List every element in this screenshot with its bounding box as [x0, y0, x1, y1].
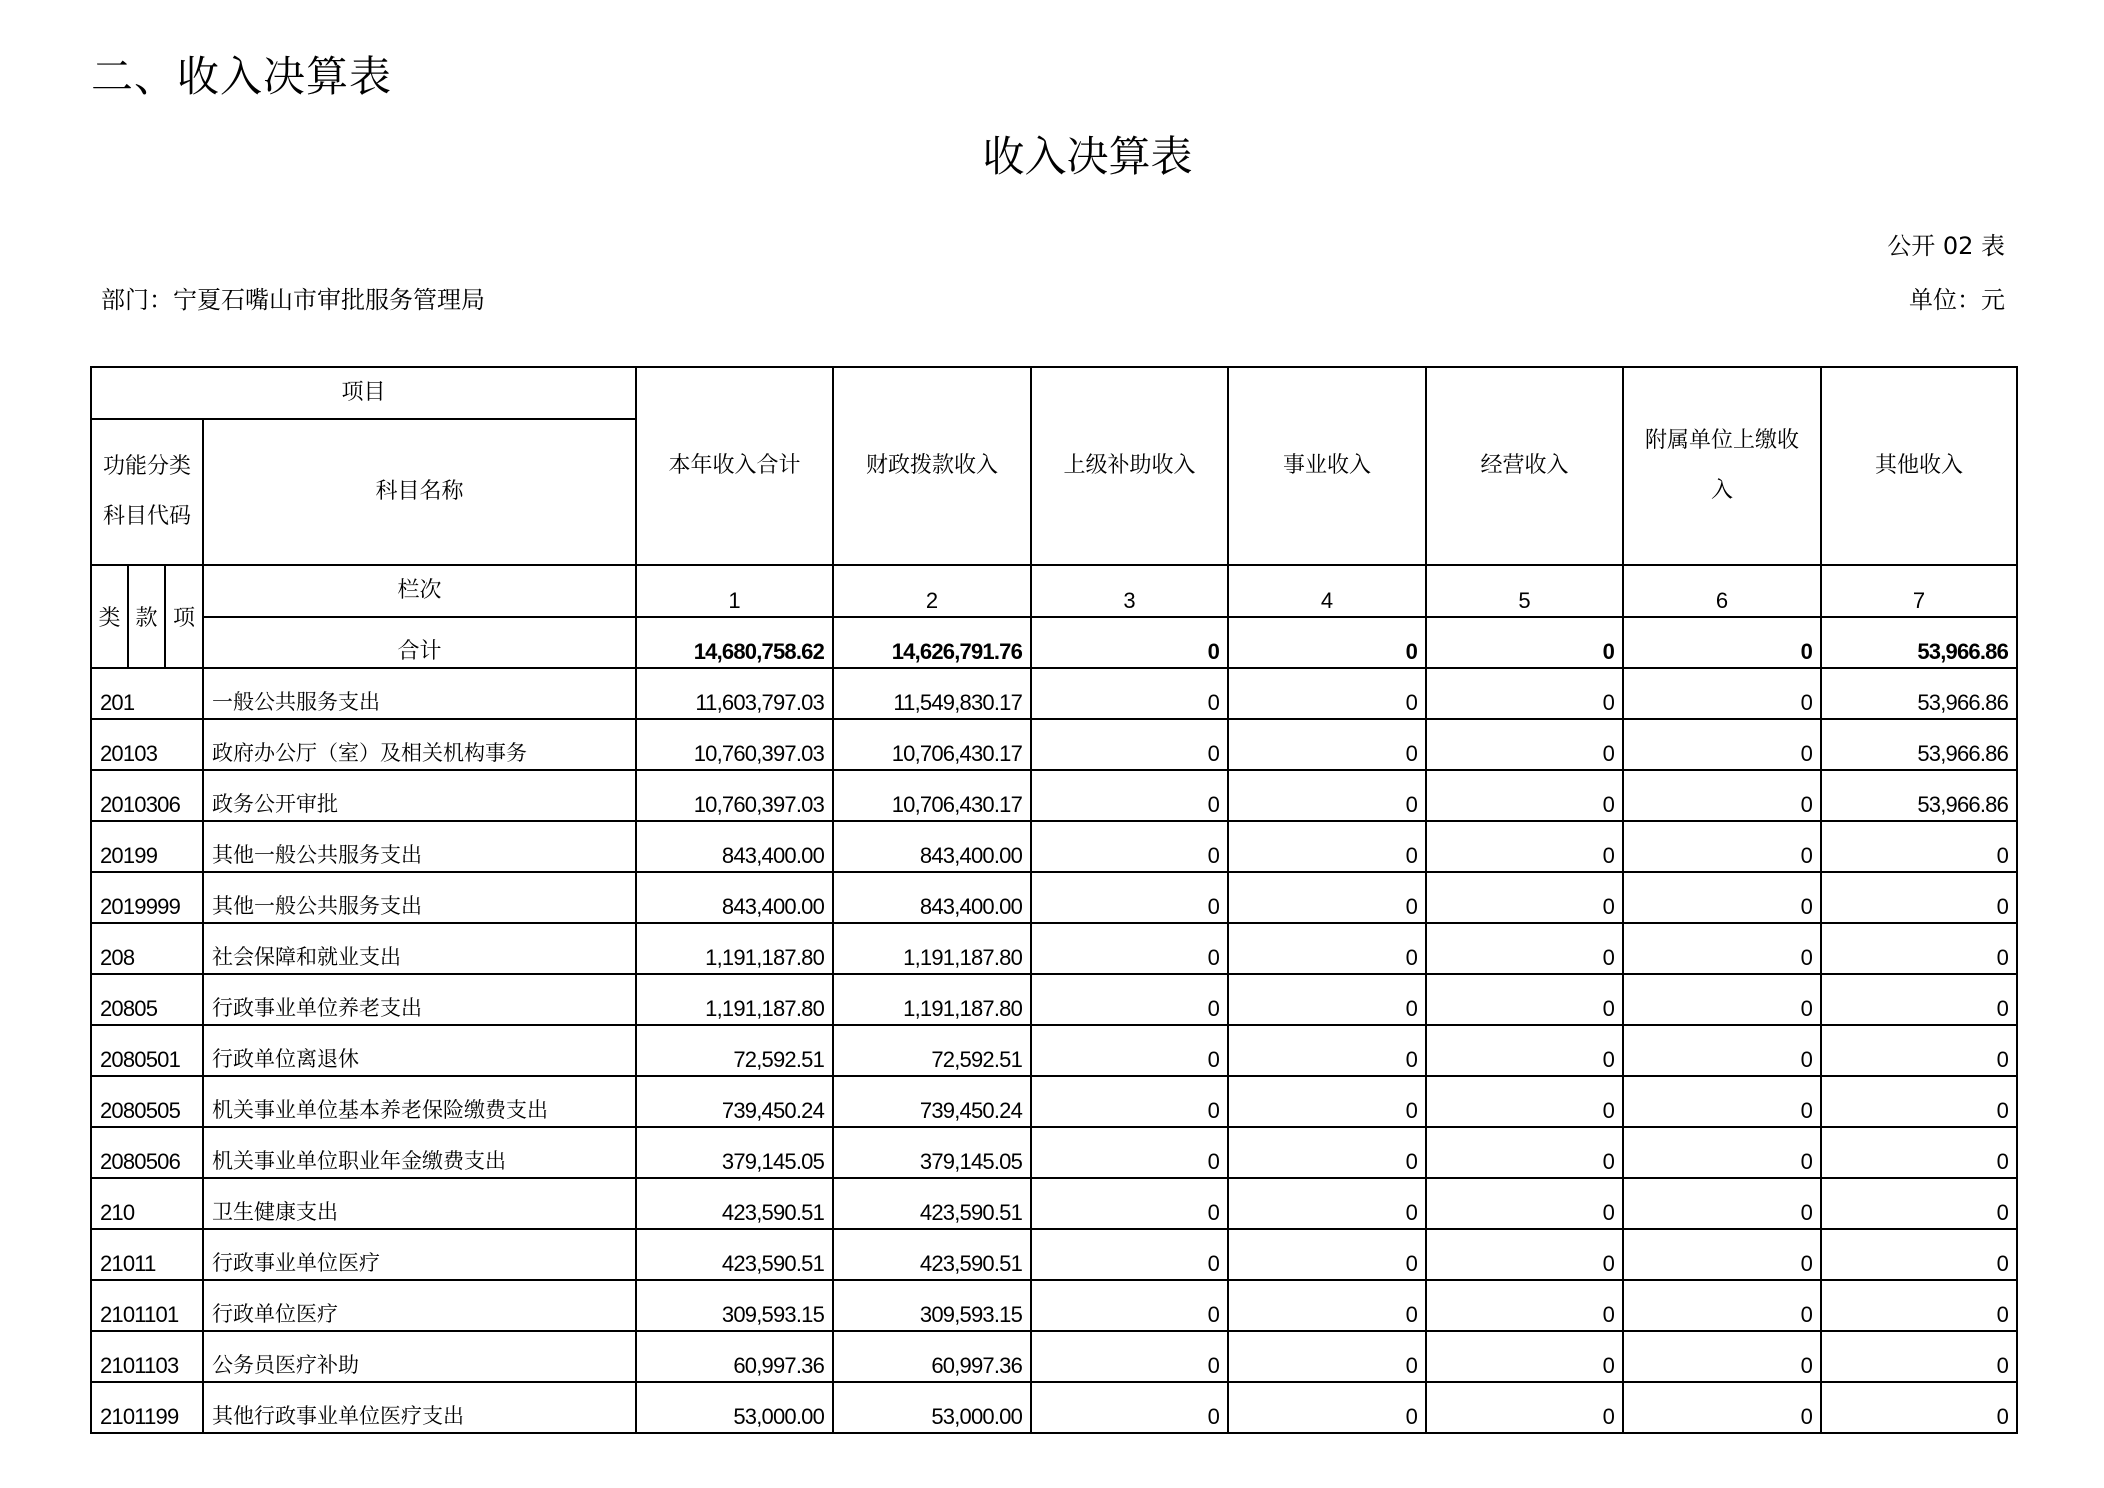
row-value: 53,966.86: [1821, 668, 2017, 719]
row-value: 739,450.24: [833, 1076, 1031, 1127]
row-code: 20103: [91, 719, 203, 770]
header-func-code-line1: 功能分类: [102, 454, 191, 479]
row-code: 2080501: [91, 1025, 203, 1076]
row-value: 0: [1426, 872, 1623, 923]
row-value: 0: [1821, 1127, 2017, 1178]
row-value: 0: [1623, 923, 1821, 974]
row-value: 0: [1623, 1382, 1821, 1433]
row-value: 0: [1426, 1127, 1623, 1178]
row-value: 0: [1228, 872, 1426, 923]
col-index: 2: [833, 565, 1031, 617]
row-value: 10,706,430.17: [833, 719, 1031, 770]
row-code: 210: [91, 1178, 203, 1229]
row-value: 0: [1228, 1127, 1426, 1178]
row-value: 0: [1426, 770, 1623, 821]
row-value: 423,590.51: [636, 1229, 833, 1280]
row-name: 政府办公厅（室）及相关机构事务: [203, 719, 636, 770]
row-name: 机关事业单位职业年金缴费支出: [203, 1127, 636, 1178]
table-row: [91, 821, 2017, 872]
row-value: 1,191,187.80: [833, 974, 1031, 1025]
row-code: 20805: [91, 974, 203, 1025]
section-title: 二、收入决算表: [91, 52, 393, 101]
row-value: 0: [1228, 668, 1426, 719]
row-value: 379,145.05: [833, 1127, 1031, 1178]
row-value: 0: [1031, 668, 1228, 719]
row-value: 0: [1031, 770, 1228, 821]
row-value: 423,590.51: [833, 1229, 1031, 1280]
table-number: 公开 02 表: [1887, 232, 2005, 260]
row-name: 行政事业单位养老支出: [203, 974, 636, 1025]
row-name: 政务公开审批: [203, 770, 636, 821]
row-code: 20199: [91, 821, 203, 872]
total-value: 0: [1031, 617, 1228, 668]
row-value: 0: [1228, 1025, 1426, 1076]
header-xiang: 项: [165, 565, 203, 668]
col-index: 7: [1821, 565, 2017, 617]
row-value: 0: [1426, 668, 1623, 719]
table-row: [91, 1382, 2017, 1433]
header-subject-name: 科目名称: [203, 419, 636, 565]
row-value: 53,000.00: [636, 1382, 833, 1433]
row-value: 0: [1821, 1280, 2017, 1331]
row-code: 2080505: [91, 1076, 203, 1127]
row-value: 60,997.36: [833, 1331, 1031, 1382]
row-name: 一般公共服务支出: [203, 668, 636, 719]
row-value: 0: [1821, 1178, 2017, 1229]
row-value: 843,400.00: [833, 872, 1031, 923]
header-col-affiliate: 附属单位上缴收入: [1623, 367, 1821, 565]
row-value: 0: [1426, 1025, 1623, 1076]
row-value: 0: [1623, 770, 1821, 821]
row-name: 公务员医疗补助: [203, 1331, 636, 1382]
row-value: 0: [1623, 1280, 1821, 1331]
row-value: 1,191,187.80: [833, 923, 1031, 974]
header-func-code-line2: 科目代码: [102, 504, 191, 529]
row-value: 11,603,797.03: [636, 668, 833, 719]
header-lei: 类: [91, 565, 128, 668]
row-value: 0: [1426, 719, 1623, 770]
col-index: 4: [1228, 565, 1426, 617]
row-value: 0: [1228, 1229, 1426, 1280]
table-row: [91, 1025, 2017, 1076]
row-value: 0: [1623, 1127, 1821, 1178]
row-value: 0: [1623, 668, 1821, 719]
row-value: 0: [1031, 1127, 1228, 1178]
department-label: 部门：宁夏石嘴山市审批服务管理局: [101, 286, 485, 314]
table-row: [91, 1076, 2017, 1127]
row-name: 社会保障和就业支出: [203, 923, 636, 974]
row-value: 423,590.51: [833, 1178, 1031, 1229]
row-code: 2101101: [91, 1280, 203, 1331]
row-value: 0: [1228, 974, 1426, 1025]
row-value: 0: [1821, 1331, 2017, 1382]
row-value: 0: [1821, 1382, 2017, 1433]
table-row: [91, 1178, 2017, 1229]
row-value: 0: [1623, 1331, 1821, 1382]
row-code: 2019999: [91, 872, 203, 923]
row-value: 0: [1623, 1229, 1821, 1280]
col-index: 3: [1031, 565, 1228, 617]
row-value: 0: [1426, 1076, 1623, 1127]
row-value: 53,966.86: [1821, 719, 2017, 770]
row-value: 0: [1228, 1280, 1426, 1331]
row-value: 0: [1821, 1025, 2017, 1076]
header-col-operating: 经营收入: [1426, 367, 1623, 565]
header-kuan: 款: [128, 565, 165, 668]
row-value: 0: [1821, 1229, 2017, 1280]
total-value: 0: [1623, 617, 1821, 668]
row-value: 0: [1426, 974, 1623, 1025]
row-value: 0: [1031, 1280, 1228, 1331]
row-value: 0: [1426, 923, 1623, 974]
header-item: 项目: [91, 367, 636, 419]
col-index: 5: [1426, 565, 1623, 617]
row-value: 739,450.24: [636, 1076, 833, 1127]
row-value: 0: [1031, 1025, 1228, 1076]
row-value: 0: [1031, 1229, 1228, 1280]
row-code: 2101103: [91, 1331, 203, 1382]
table-row: [91, 1127, 2017, 1178]
row-value: 0: [1821, 974, 2017, 1025]
row-value: 843,400.00: [636, 821, 833, 872]
row-value: 0: [1228, 719, 1426, 770]
row-value: 53,966.86: [1821, 770, 2017, 821]
row-value: 0: [1623, 719, 1821, 770]
row-value: 0: [1426, 821, 1623, 872]
table-row: [91, 1229, 2017, 1280]
row-value: 10,760,397.03: [636, 719, 833, 770]
row-value: 0: [1228, 1076, 1426, 1127]
row-value: 72,592.51: [833, 1025, 1031, 1076]
row-value: 0: [1228, 770, 1426, 821]
row-value: 0: [1623, 1025, 1821, 1076]
total-value: 14,626,791.76: [833, 617, 1031, 668]
row-value: 0: [1426, 1178, 1623, 1229]
row-value: 72,592.51: [636, 1025, 833, 1076]
col-index: 6: [1623, 565, 1821, 617]
row-value: 843,400.00: [833, 821, 1031, 872]
row-value: 0: [1426, 1280, 1623, 1331]
row-value: 0: [1623, 1178, 1821, 1229]
row-value: 0: [1031, 1076, 1228, 1127]
header-col-superior: 上级补助收入: [1031, 367, 1228, 565]
row-value: 0: [1031, 923, 1228, 974]
row-value: 0: [1426, 1382, 1623, 1433]
row-name: 其他一般公共服务支出: [203, 872, 636, 923]
header-col-total: 本年收入合计: [636, 367, 833, 565]
table-row: [91, 923, 2017, 974]
table-row: [91, 668, 2017, 719]
row-name: 行政事业单位医疗: [203, 1229, 636, 1280]
row-name: 卫生健康支出: [203, 1178, 636, 1229]
row-value: 0: [1426, 1229, 1623, 1280]
row-value: 0: [1228, 1178, 1426, 1229]
row-value: 0: [1821, 821, 2017, 872]
total-value: 0: [1426, 617, 1623, 668]
row-value: 11,549,830.17: [833, 668, 1031, 719]
row-value: 0: [1031, 1382, 1228, 1433]
total-value: 0: [1228, 617, 1426, 668]
row-value: 0: [1623, 821, 1821, 872]
row-value: 1,191,187.80: [636, 923, 833, 974]
header-col-business: 事业收入: [1228, 367, 1426, 565]
row-value: 843,400.00: [636, 872, 833, 923]
row-code: 21011: [91, 1229, 203, 1280]
table-row: [91, 1331, 2017, 1382]
row-value: 0: [1426, 1331, 1623, 1382]
row-value: 0: [1031, 821, 1228, 872]
row-value: 0: [1031, 872, 1228, 923]
row-name: 其他行政事业单位医疗支出: [203, 1382, 636, 1433]
unit-label: 单位：元: [1909, 286, 2005, 314]
table-row: [91, 770, 2017, 821]
row-name: 行政单位医疗: [203, 1280, 636, 1331]
row-value: 0: [1228, 1382, 1426, 1433]
row-name: 机关事业单位基本养老保险缴费支出: [203, 1076, 636, 1127]
row-value: 1,191,187.80: [636, 974, 833, 1025]
col-index: 1: [636, 565, 833, 617]
row-value: 10,706,430.17: [833, 770, 1031, 821]
header-col-fiscal: 财政拨款收入: [833, 367, 1031, 565]
row-value: 60,997.36: [636, 1331, 833, 1382]
row-value: 0: [1031, 974, 1228, 1025]
total-label: 合计: [203, 617, 636, 668]
row-value: 309,593.15: [833, 1280, 1031, 1331]
row-value: 0: [1623, 872, 1821, 923]
row-value: 423,590.51: [636, 1178, 833, 1229]
row-value: 0: [1821, 1076, 2017, 1127]
row-value: 53,000.00: [833, 1382, 1031, 1433]
row-code: 2101199: [91, 1382, 203, 1433]
header-col-index-label: 栏次: [203, 565, 636, 617]
row-code: 201: [91, 668, 203, 719]
row-name: 其他一般公共服务支出: [203, 821, 636, 872]
header-func-code: [91, 419, 203, 565]
row-name: 行政单位离退休: [203, 1025, 636, 1076]
row-value: 0: [1228, 923, 1426, 974]
row-value: 0: [1228, 1331, 1426, 1382]
row-value: 0: [1821, 923, 2017, 974]
row-value: 0: [1228, 821, 1426, 872]
row-value: 0: [1031, 1331, 1228, 1382]
row-value: 0: [1623, 974, 1821, 1025]
row-value: 0: [1623, 1076, 1821, 1127]
row-value: 379,145.05: [636, 1127, 833, 1178]
row-code: 2080506: [91, 1127, 203, 1178]
row-code: 208: [91, 923, 203, 974]
table-row: [91, 1280, 2017, 1331]
total-value: 53,966.86: [1821, 617, 2017, 668]
row-value: 0: [1031, 719, 1228, 770]
header-col-other: 其他收入: [1821, 367, 2017, 565]
total-value: 14,680,758.62: [636, 617, 833, 668]
report-title: 收入决算表: [982, 132, 1193, 181]
row-code: 2010306: [91, 770, 203, 821]
row-value: 10,760,397.03: [636, 770, 833, 821]
row-value: 0: [1031, 1178, 1228, 1229]
table-row: [91, 719, 2017, 770]
row-value: 309,593.15: [636, 1280, 833, 1331]
table-row: [91, 974, 2017, 1025]
row-value: 0: [1821, 872, 2017, 923]
income-table: [90, 366, 2018, 1434]
table-row: [91, 872, 2017, 923]
